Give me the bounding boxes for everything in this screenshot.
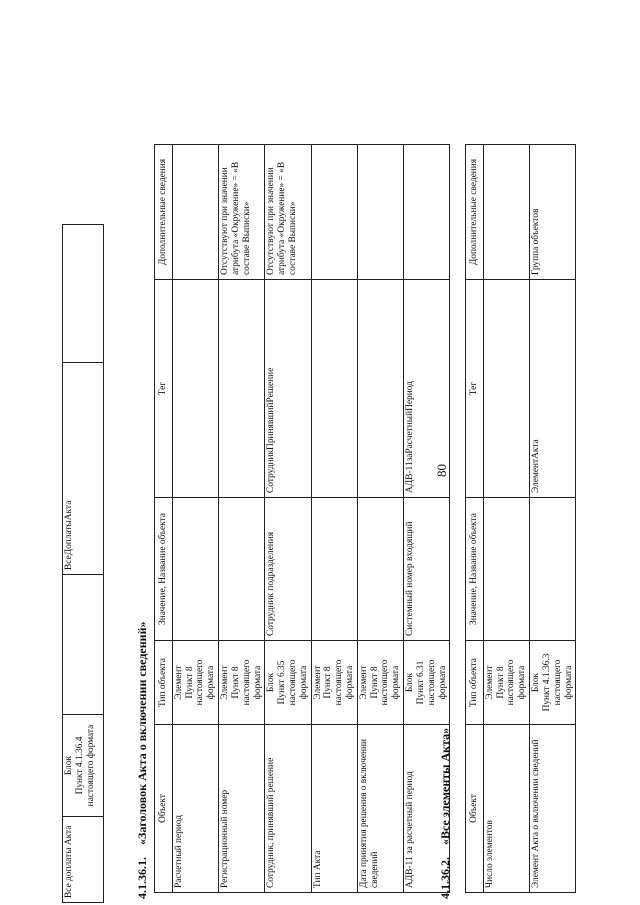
table-row xyxy=(265,145,311,893)
cell-type: Блок Пункт 6.35 настоящего формата xyxy=(265,641,311,725)
cell-value: Системный номер входящий xyxy=(404,498,450,641)
section-number: 4.1.36.1. xyxy=(135,857,149,899)
cell-info xyxy=(63,225,104,363)
cell-object: Сотрудник, принявший решение xyxy=(265,725,311,893)
cell-value xyxy=(172,498,218,641)
section-table xyxy=(465,144,576,893)
cell-object: АДВ-11 за расчетный период xyxy=(404,725,450,893)
column-header: Тип объекта xyxy=(466,641,484,725)
cell-object: Дата принятия решения о включении сведений xyxy=(357,725,403,893)
column-header: Тип объекта xyxy=(155,641,173,725)
cell-info: Отсутствуют при значении атрибута «Окружение» = «В составе Выписки» xyxy=(219,145,265,280)
table-row xyxy=(311,145,357,893)
cell-type: Элемент Пункт 8 настоящего формата xyxy=(311,641,357,725)
table-row xyxy=(63,225,104,903)
cell-tag xyxy=(357,280,403,498)
column-header: Тег xyxy=(155,280,173,498)
cell-tag xyxy=(311,280,357,498)
column-header: Объект xyxy=(466,725,484,893)
cell-type: Элемент Пункт 8 настоящего формата xyxy=(483,641,529,725)
cell-info: Отсутствуют при значении атрибута «Окружение» = «В составе Выписки» xyxy=(265,145,311,280)
cell-value xyxy=(357,498,403,641)
column-header: Дополнительные сведения xyxy=(466,145,484,280)
table-row xyxy=(219,145,265,893)
cell-type: Элемент Пункт 8 настоящего формата xyxy=(172,641,218,725)
column-header: Объект xyxy=(155,725,173,893)
cell-tag: ВсеДоплатыАкта xyxy=(63,363,104,575)
section-table xyxy=(154,144,450,893)
cell-tag xyxy=(172,280,218,498)
cell-value xyxy=(63,575,104,715)
cell-tag: ЭлементАкта xyxy=(530,280,576,498)
cell-type: Элемент Пункт 8 настоящего формата xyxy=(357,641,403,725)
continued-table xyxy=(62,224,104,903)
cell-value xyxy=(219,498,265,641)
table-header-row xyxy=(155,145,173,893)
cell-tag: АДВ-11заРасчетныйПериод xyxy=(404,280,450,498)
cell-object: Расчетный период xyxy=(172,725,218,893)
cell-type: Элемент Пункт 8 настоящего формата xyxy=(219,641,265,725)
section-title: «Все элементы Акта» xyxy=(438,727,452,845)
column-header: Значение, Название объекта xyxy=(466,498,484,641)
cell-object: Элемент Акта о включении сведений xyxy=(530,725,576,893)
page-number: 80 xyxy=(434,464,449,477)
cell-type: Блок Пункт 4.1.36.4 настоящего формата xyxy=(63,715,104,817)
cell-value xyxy=(530,498,576,641)
column-header: Значение, Название объекта xyxy=(155,498,173,641)
section-heading xyxy=(438,728,453,899)
cell-info xyxy=(404,145,450,280)
table-row xyxy=(483,145,529,893)
section-number: 4.1.36.2. xyxy=(438,857,452,899)
cell-info xyxy=(483,145,529,280)
cell-type: Блок Пункт 4.1.36.3 настоящего формата xyxy=(530,641,576,725)
table-header-row xyxy=(466,145,484,893)
cell-tag xyxy=(219,280,265,498)
cell-info: Группа объектов xyxy=(530,145,576,280)
cell-info xyxy=(172,145,218,280)
cell-value: Сотрудник подразделения xyxy=(265,498,311,641)
cell-object: Регистрационный номер xyxy=(219,725,265,893)
cell-value xyxy=(483,498,529,641)
table-row xyxy=(357,145,403,893)
cell-value xyxy=(311,498,357,641)
column-header: Дополнительные сведения xyxy=(155,145,173,280)
cell-info xyxy=(357,145,403,280)
section-heading xyxy=(135,622,150,899)
cell-info xyxy=(311,145,357,280)
table-row xyxy=(172,145,218,893)
column-header: Тег xyxy=(466,280,484,498)
cell-tag xyxy=(483,280,529,498)
cell-object: Тип Акта xyxy=(311,725,357,893)
cell-type: Блок Пункт 6.31 настоящего формата xyxy=(404,641,450,725)
section-title: «Заголовок Акта о включении сведений» xyxy=(135,621,149,845)
cell-tag: СотрудникПринявшийРешение xyxy=(265,280,311,498)
cell-object: Число элементов xyxy=(483,725,529,893)
cell-object: Все доплаты Акта xyxy=(63,817,104,903)
table-row xyxy=(530,145,576,893)
